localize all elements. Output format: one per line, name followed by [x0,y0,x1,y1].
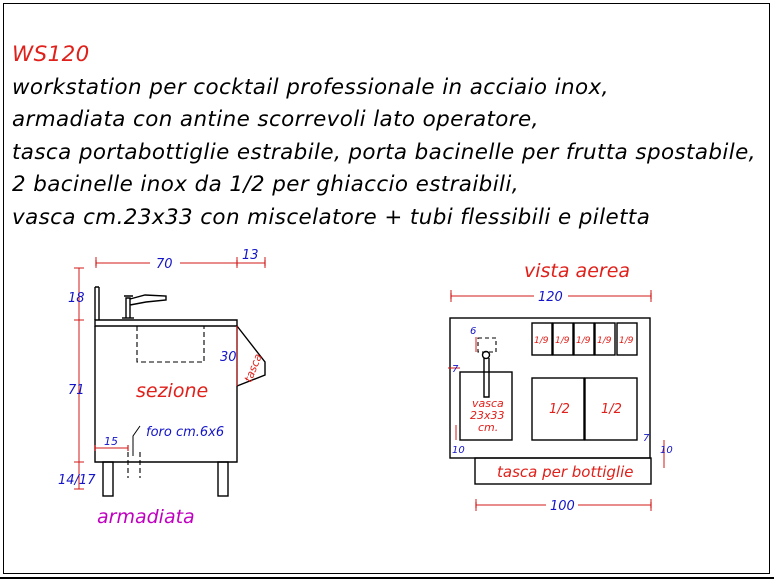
pan-small-label-1: 1/9 [534,336,549,346]
dim-left-bottom-label: 10 [452,445,465,456]
backsplash [95,287,99,320]
section-labels [58,248,265,528]
pan-small-label-2: 1/9 [555,336,570,346]
dim-hole-offset-label: 15 [104,435,118,448]
hole-label: foro cm.6x6 [146,425,225,440]
dim-tap-label: 6 [470,326,477,337]
pan-half-label-2: 1/2 [601,402,622,417]
top-view-title: vista aerea [524,260,631,282]
pan-half-label-1: 1/2 [549,402,570,417]
dim-feet-label: 14/17 [58,473,96,488]
pocket-label: tasca [241,351,265,385]
tap-base-hidden [478,338,496,352]
dim-right-label: 7 [643,433,650,444]
section-title: sezione [136,380,209,402]
dim-basin-depth-label: 30 [220,350,237,365]
left-foot [103,462,113,496]
basin-hidden [137,326,204,362]
dim-right-bottom-label: 10 [660,445,673,456]
section-caption: armadiata [97,506,195,528]
dim-pocket-width-label: 100 [550,499,575,514]
pan-small-label-5: 1/9 [619,336,634,346]
pan-small-label-3: 1/9 [576,336,591,346]
description-line-4: 2 bacinelle inox da 1/2 per ghiaccio estraibili, [12,172,519,196]
mixer-tap [124,295,166,318]
description-line-2: armadiata con antine scorrevoli lato operatore, [12,107,539,131]
tap-spout [484,358,489,397]
sink-label-line-1: vasca [472,397,504,410]
description-line-3: tasca portabottiglie estrabile, porta bacinelle per frutta spostabile, [12,139,756,164]
dim-width-label: 70 [156,257,173,272]
description-line-1: workstation per cocktail professionale in acciaio inox, [12,74,609,99]
dim-left-label: 7 [452,364,459,375]
description-line-5: vasca cm.23x33 con miscelatore + tubi flessibili e piletta [12,204,651,229]
top-labels [452,260,673,514]
right-foot [218,462,228,496]
sink-label-line-3: cm. [478,421,499,434]
pocket-top-label: tasca per bottiglie [497,463,634,481]
worktop [95,320,237,326]
pan-small-label-4: 1/9 [597,336,612,346]
dim-top-width-label: 120 [538,290,563,305]
model-code: WS120 [12,42,90,66]
dim-height-label: 71 [68,383,85,398]
dim-top-label: 18 [68,291,85,306]
dim-overhang-label: 13 [242,248,259,263]
sink-label-line-2: 23x33 [470,409,505,422]
section-hidden-lines [128,326,204,478]
hole-hidden [128,452,140,478]
